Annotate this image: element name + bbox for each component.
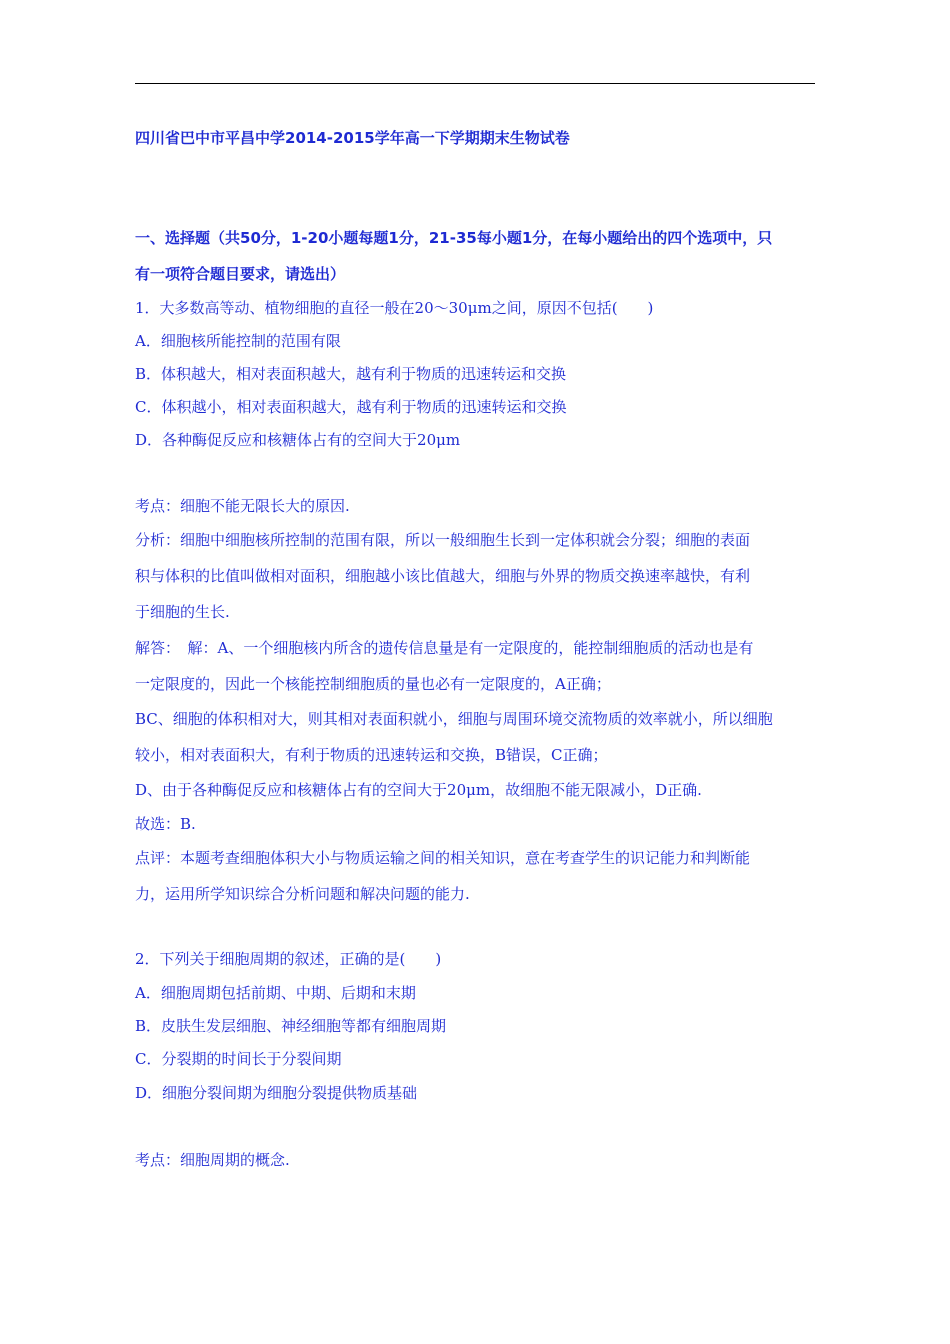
question-1-jieda-line-4: 较小，相对表面积大，有利于物质的迅速转运和交换，B错误，C正确； xyxy=(135,746,608,764)
question-1-dianping-line-2: 力，运用所学知识综合分析问题和解决问题的能力. xyxy=(135,885,470,903)
question-1-jieda-line-3: BC、细胞的体积相对大，则其相对表面积就小，细胞与周围环境交流物质的效率就小，所以细胞 xyxy=(135,710,773,728)
question-1-jieda-line-2: 一定限度的，因此一个核能控制细胞质的量也必有一定限度的，A正确； xyxy=(135,675,611,693)
question-1-option-d: D．各种酶促反应和核糖体占有的空间大于20μm xyxy=(135,431,461,449)
section-heading-line-2: 有一项符合题目要求，请选出） xyxy=(135,265,346,283)
question-1-jieda-line-1: 解答： 解：A、一个细胞核内所含的遗传信息量是有一定限度的，能控制细胞质的活动也是有 xyxy=(135,639,754,657)
question-2-option-a: A．细胞周期包括前期、中期、后期和末期 xyxy=(135,984,416,1002)
question-1-guxuan: 故选：B. xyxy=(135,815,196,833)
question-2-option-d: D．细胞分裂间期为细胞分裂提供物质基础 xyxy=(135,1084,418,1102)
question-1-option-c: C．体积越小，相对表面积越大，越有利于物质的迅速转运和交换 xyxy=(135,398,567,416)
question-1-option-b: B．体积越大，相对表面积越大，越有利于物质的迅速转运和交换 xyxy=(135,365,567,383)
question-1-stem: 1．大多数高等动、植物细胞的直径一般在20～30μm之间，原因不包括( ) xyxy=(135,299,654,317)
question-2-option-c: C．分裂期的时间长于分裂间期 xyxy=(135,1050,342,1068)
question-1-option-a: A．细胞核所能控制的范围有限 xyxy=(135,332,341,350)
question-2-stem: 2．下列关于细胞周期的叙述，正确的是( ) xyxy=(135,950,442,968)
question-2-kaodian: 考点：细胞周期的概念. xyxy=(135,1151,290,1169)
document-title: 四川省巴中市平昌中学2014-2015学年高一下学期期末生物试卷 xyxy=(135,129,570,147)
question-1-fenxi-line-2: 积与体积的比值叫做相对面积，细胞越小该比值越大，细胞与外界的物质交换速率越快，有利 xyxy=(135,567,751,585)
section-heading-line-1: 一、选择题（共50分，1-20小题每题1分，21-35每小题1分，在每小题给出的四个选项中，只 xyxy=(135,229,773,247)
question-1-fenxi-line-1: 分析：细胞中细胞核所控制的范围有限，所以一般细胞生长到一定体积就会分裂；细胞的表面 xyxy=(135,531,751,549)
question-1-fenxi-line-3: 于细胞的生长. xyxy=(135,603,230,621)
question-2-option-b: B．皮肤生发层细胞、神经细胞等都有细胞周期 xyxy=(135,1017,447,1035)
question-1-jieda-line-5: D、由于各种酶促反应和核糖体占有的空间大于20μm，故细胞不能无限减小，D正确. xyxy=(135,781,702,799)
question-1-dianping-line-1: 点评：本题考查细胞体积大小与物质运输之间的相关知识，意在考查学生的识记能力和判断能 xyxy=(135,849,751,867)
header-rule xyxy=(135,83,815,84)
question-1-kaodian: 考点：细胞不能无限长大的原因. xyxy=(135,497,350,515)
